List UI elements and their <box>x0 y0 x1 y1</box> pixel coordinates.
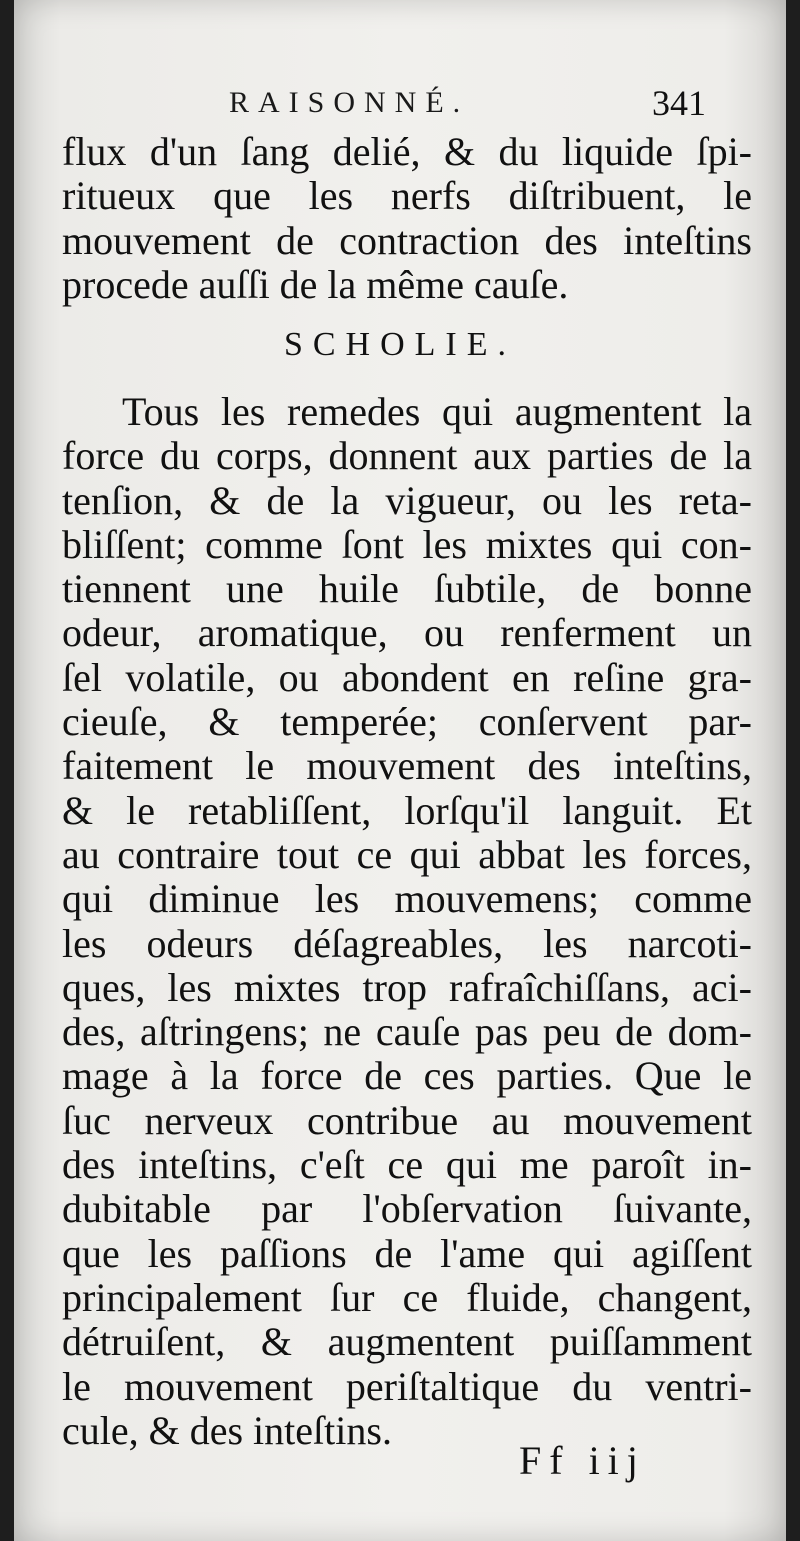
text-line: force du corps, donnent aux parties de la <box>62 433 752 479</box>
paragraph-continued <box>62 130 752 307</box>
running-title: RAISONNÉ. <box>229 86 470 119</box>
scholie-paragraph <box>62 390 752 1453</box>
text-line: odeur, aromatique, ou renferment un <box>62 610 752 656</box>
text-line: tiennent une huile ſubtile, de bonne <box>62 566 752 612</box>
text-line: détruiſent, & augmentent puiſſamment <box>62 1319 752 1365</box>
text-line: Tous les remedes qui augmentent la <box>122 389 752 434</box>
text-line: les odeurs déſagreables, les narcoti- <box>62 920 752 966</box>
text-line: ſuc nerveux contribue au mouvement <box>62 1097 752 1143</box>
text-line: ritueux que les nerfs diſtribuent, le <box>62 173 752 219</box>
text-line: ſel volatile, ou abondent en reſine gra- <box>62 654 752 700</box>
text-line: cieuſe, & temperée; conſervent par- <box>62 699 752 745</box>
signature-mark: Ff iij <box>519 1438 646 1483</box>
text-line: ques, les mixtes trop rafraîchiſſans, aci- <box>62 964 752 1010</box>
text-line: faitement le mouvement des inteſtins, <box>62 743 752 789</box>
text-line: principalement ſur ce fluide, changent, <box>62 1274 752 1320</box>
text-line: bliſſent; comme ſont les mixtes qui con- <box>62 521 752 567</box>
text-line: qui diminue les mouvemens; comme <box>62 876 752 922</box>
text-line: flux d'un ſang delié, & du liquide ſpi- <box>62 129 752 174</box>
text-line: dubitable par l'obſervation ſuivante, <box>62 1186 752 1232</box>
text-line: des, aſtringens; ne cauſe pas peu de dom- <box>62 1009 752 1055</box>
page-number: 341 <box>652 83 706 123</box>
text-line: cule, & des inteſtins. <box>62 1407 392 1453</box>
text-line: & le retabliſſent, lorſqu'il languit. Et <box>62 787 752 833</box>
text-line: mage à la force de ces parties. Que le <box>62 1053 752 1099</box>
text-line: mouvement de contraction des inteſtins <box>62 217 752 263</box>
text-line: des inteſtins, c'eſt ce qui me paroît in- <box>62 1142 752 1188</box>
text-line: tenſion, & de la vigueur, ou les reta- <box>62 477 752 523</box>
text-line: le mouvement periſtaltique du ventri- <box>62 1363 752 1409</box>
book-page <box>14 0 786 1541</box>
text-line: procede auſſi de la même cauſe. <box>62 261 569 307</box>
text-line: au contraire tout ce qui abbat les forces, <box>62 831 752 877</box>
running-head <box>14 82 786 132</box>
section-heading: SCHOLIE. <box>283 326 517 363</box>
text-line: que les paſſions de l'ame qui agiſſent <box>62 1230 752 1276</box>
